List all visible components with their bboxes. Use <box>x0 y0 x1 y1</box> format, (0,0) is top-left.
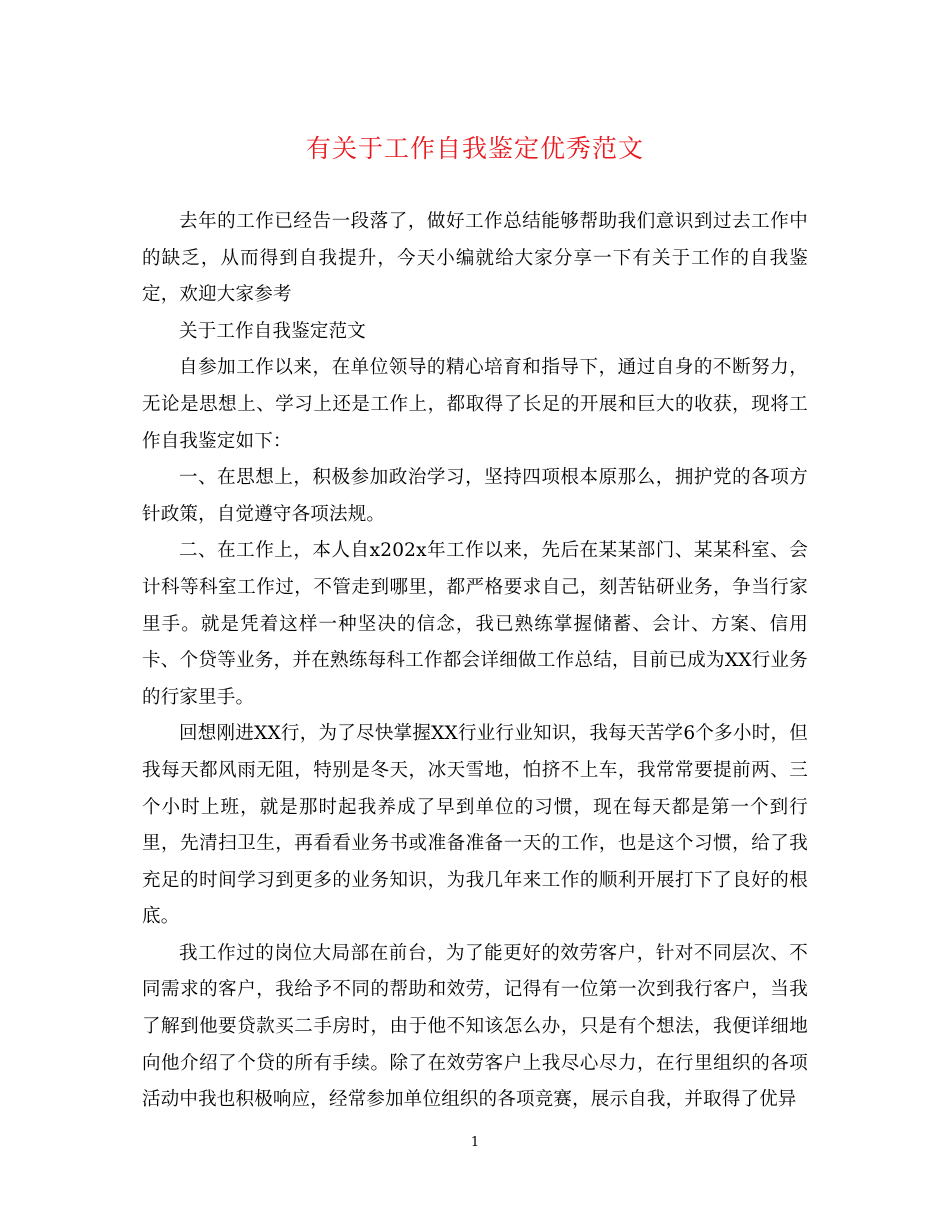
document-body <box>142 204 808 1119</box>
paragraph-service: 我工作过的岗位大局部在前台，为了能更好的效劳客户，针对不同层次、不同需求的客户，我给予不同的帮助和效劳，记得有一位第一次到我行客户，当我了解到他要贷款买二手房时，由于他不知该怎么办，只是有个想法，我便详细地向他介绍了个贷的所有手续。除了在效劳客户上我尽心尽力，在行里组织的各项活动中我也积极响应，经常参加单位组织的各项竞赛，展示自我，并取得了优异 <box>142 942 808 1111</box>
page-number: 1 <box>470 1135 480 1150</box>
paragraph-opening: 自参加工作以来，在单位领导的精心培育和指导下，通过自身的不断努力，无论是思想上、学习上还是工作上，都取得了长足的开展和巨大的收获，现将工作自我鉴定如下： <box>142 357 808 452</box>
paragraph-ideology: 一、在思想上，积极参加政治学习，坚持四项根本原那么，拥护党的各项方针政策，自觉遵守各项法规。 <box>142 467 808 525</box>
paragraph-intro: 去年的工作已经告一段落了，做好工作总结能够帮助我们意识到过去工作中的缺乏，从而得到自我提升，今天小编就给大家分享一下有关于工作的自我鉴定，欢迎大家参考 <box>142 211 808 306</box>
paragraph-work: 二、在工作上，本人自x202x年工作以来，先后在某某部门、某某科室、会计科等科室工作过，不管走到哪里，都严格要求自己，刻苦钻研业务，争当行家里手。就是凭着这样一种坚决的信念，我已熟练掌握储蓄、会计、方案、信用卡、个贷等业务，并在熟练每科工作都会详细做工作总结，目前已成为XX行业务的行家里手。 <box>142 540 808 708</box>
paragraph-subheading: 关于工作自我鉴定范文 <box>179 320 367 342</box>
paragraph-recollection: 回想刚进XX行，为了尽快掌握XX行业行业知识，我每天苦学6个多小时，但我每天都风雨无阻，特别是冬天，冰天雪地，怕挤不上车，我常常要提前两、三个小时上班，就是那时起我养成了早到单位的习惯，现在每天都是第一个到行里，先清扫卫生，再看看业务书或准备准备一天的工作，也是这个习惯，给了我充足的时间学习到更多的业务知识，为我几年来工作的顺利开展打下了良好的根底。 <box>142 723 808 928</box>
document-title: 有关于工作自我鉴定优秀范文 <box>305 134 644 163</box>
